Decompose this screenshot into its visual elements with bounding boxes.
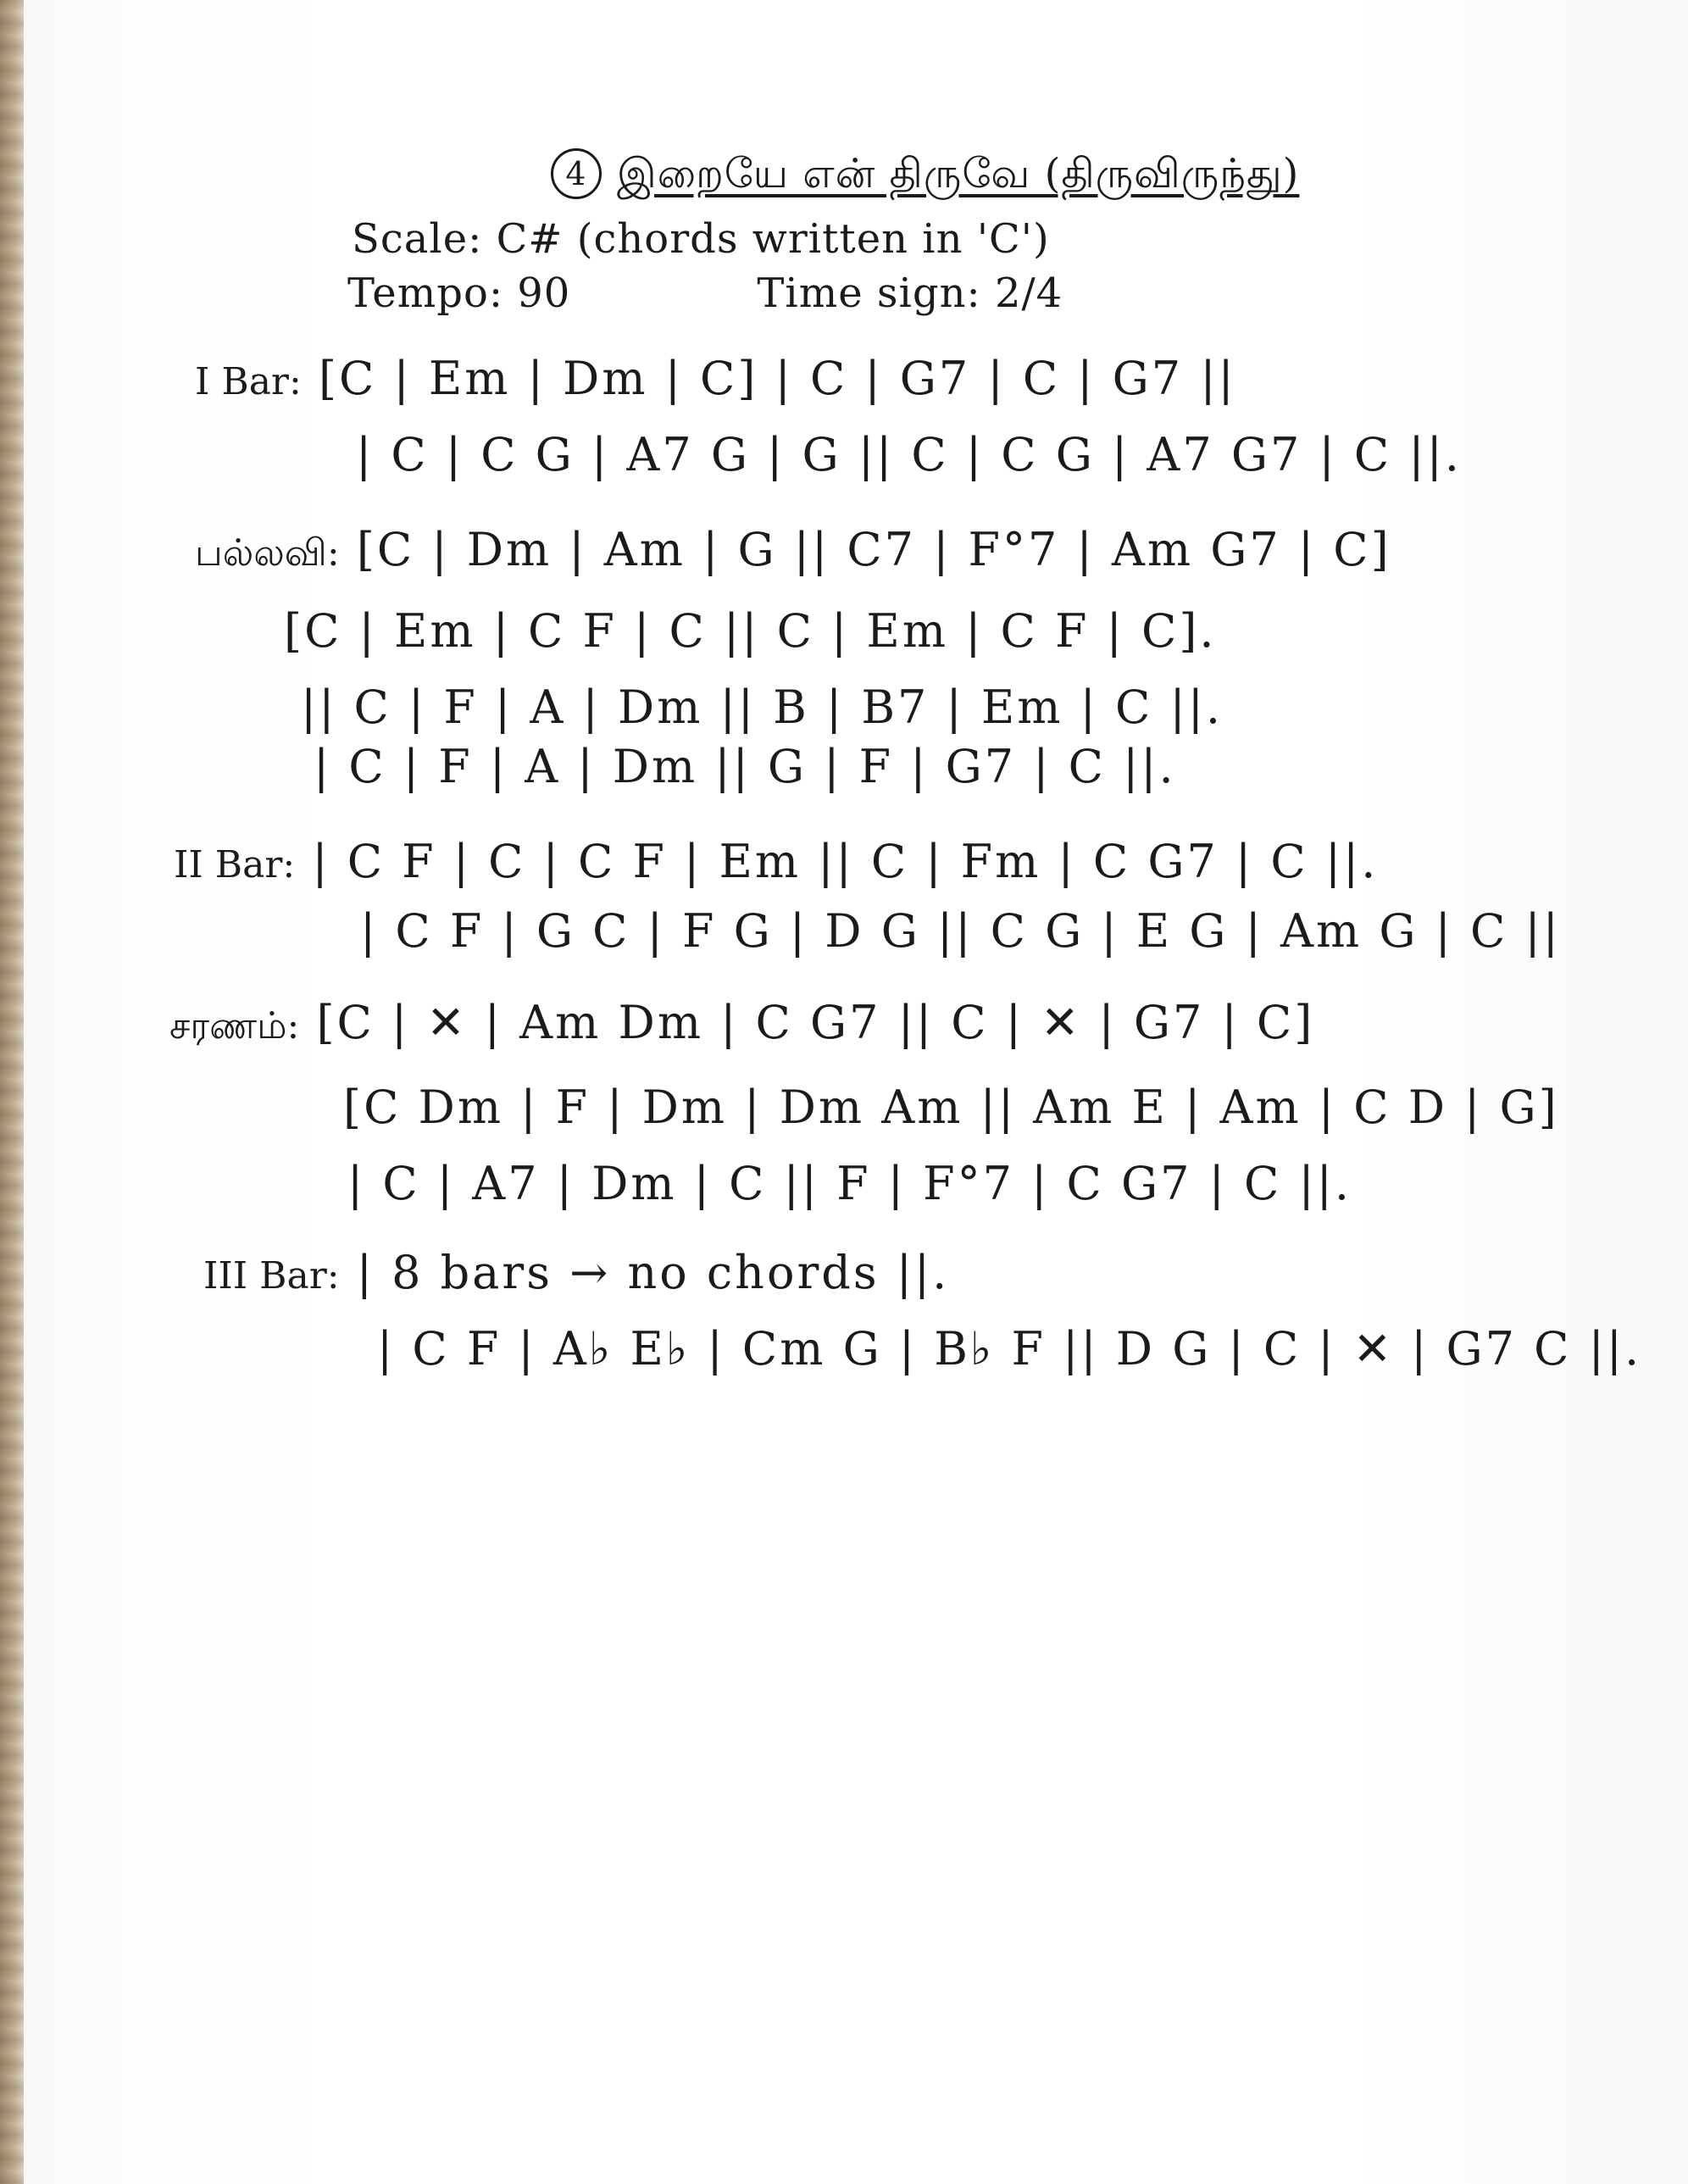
- section-charanam-line-3: | C | A7 | Dm | C || F | F°7 | C G7 | C ||.: [347, 1157, 1352, 1210]
- song-title: [551, 148, 1299, 199]
- section-i-bar-line-2: | C | C G | A7 G | G || C | C G | A7 G7 | C ||.: [356, 428, 1462, 481]
- chord-line: [C | ✕ | Am Dm | C G7 || C | ✕ | G7 | C]: [316, 996, 1315, 1049]
- section-label: II Bar:: [174, 843, 296, 886]
- section-pallavi-line-1: [195, 523, 1391, 576]
- chord-line: | 8 bars → no chords ||.: [356, 1246, 950, 1299]
- chord-line: [C | Em | Dm | C] | C | G7 | C | G7 ||: [318, 352, 1236, 405]
- song-number-circle: 4: [551, 148, 602, 199]
- section-charanam-line-1: [169, 996, 1315, 1049]
- section-pallavi-line-2: [C | Em | C F | C || C | Em | C F | C].: [284, 604, 1217, 658]
- section-iii-bar-line-2: | C F | A♭ E♭ | Cm G | B♭ F || D G | C | ✕ | G7 C ||.: [377, 1322, 1642, 1375]
- section-label: பல்லவி:: [195, 531, 340, 575]
- song-title-text: இறையே என் திருவே (திருவிருந்து): [617, 150, 1300, 197]
- scale-line: Scale: C# (chords written in 'C'): [352, 215, 1050, 263]
- section-label: III Bar:: [203, 1254, 340, 1298]
- section-iii-bar-line-1: [203, 1246, 950, 1299]
- tempo-text: Tempo: 90: [347, 270, 571, 317]
- section-pallavi-line-3: || C | F | A | Dm || B | B7 | Em | C ||.: [301, 681, 1224, 734]
- section-label: சரணம்:: [169, 1004, 300, 1048]
- section-ii-bar-line-1: [174, 835, 1379, 888]
- section-label: I Bar:: [195, 360, 302, 403]
- section-ii-bar-line-2: | C F | G C | F G | D G || C G | E G | Am G | C ||: [360, 904, 1561, 958]
- chord-line: [C | Dm | Am | G || C7 | F°7 | Am G7 | C]: [356, 523, 1391, 576]
- tempo-line: [347, 270, 1063, 317]
- time-signature-text: Time sign: 2/4: [757, 270, 1063, 317]
- section-charanam-line-2: [C Dm | F | Dm | Dm Am || Am E | Am | C D | G]: [343, 1081, 1559, 1134]
- section-i-bar-line-1: [195, 352, 1236, 405]
- wood-table-edge: [0, 0, 24, 2184]
- section-pallavi-line-4: | C | F | A | Dm || G | F | G7 | C ||.: [314, 740, 1176, 793]
- chord-line: | C F | C | C F | Em || C | Fm | C G7 | C ||.: [312, 835, 1379, 888]
